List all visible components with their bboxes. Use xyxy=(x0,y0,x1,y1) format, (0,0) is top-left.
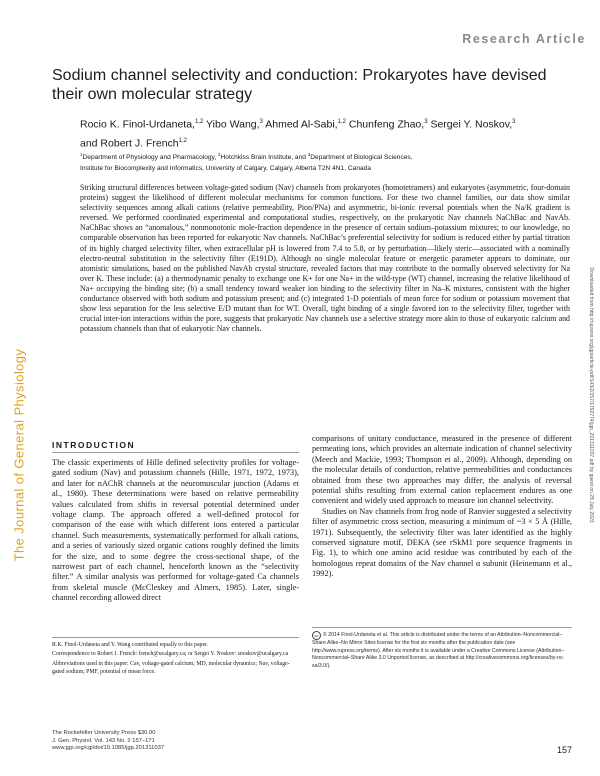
author-affil-sup: 1,2 xyxy=(337,119,346,125)
author-affil-sup: 1,2 xyxy=(194,119,204,125)
paragraph: The classic experiments of Hille defined selectivity profiles for voltage-gated sodium (Nav) and potassium channels (Hille, 1971, 1972, 1973), and later for nAChR channels at the neuromuscular junction (Adams et al., 1980). These determinations were based on relative permeability values calculated from shifts in reversal potential determined under voltage clamp. The approach offered a well-defined protocol for comparison of the ease with which different ions entered a particular channel. Such measurements, systematically performed for alkali cations, and a series of variously sized organic cations roughly defined the limits for the size, and to some degree the cross-sectional shape, of the narrowest part of each channel, henceforth known as the “selectivity filter.” A similar analysis was performed for voltage-gated Ca channels from skeletal muscle (McCleskey and Almers, 1985). Later, single-channel recording allowed direct xyxy=(52,458,299,603)
affiliation-text: Institute for Biocomplexity and Informatics, University of Calgary, Calgary, Alberta T2N 4N1, Canada xyxy=(80,164,371,172)
author-name: Yibo Wang, xyxy=(203,118,260,131)
footnote-divider xyxy=(52,637,299,638)
affil-sup: 2 xyxy=(218,152,221,157)
download-note-link[interactable]: Downloaded from http://rupress.org/jgp/article-pdf/143/2/157/1792774/jgp_201311037.pdf by guest on 28 July 2023 xyxy=(588,267,594,523)
license-text: © 2014 Finol-Urdaneta et al. This article is distributed under the terms of an Attribution–Noncommercial–Share Alike–No Mirror Sites license for the first six months after the publication date (see http://www.rupress.org/terms). After six months it is available under a Creative Commons License (Attribution–Noncommercial–Share Alike 3.0 Unported license, as described at http://creativecommons.org/licenses/by-nc-sa/3.0/). xyxy=(312,632,565,669)
footnote-correspondence: Correspondence to Robert J. French: french@ucalgary.ca; or Sergei Y. Noskov: snoskov@ucalgary.ca xyxy=(52,651,289,658)
affiliations xyxy=(80,150,580,174)
affil-sup: 3 xyxy=(307,152,311,157)
abstract: Striking structural differences between voltage-gated sodium (Nav) channels from prokaryotes (homotetramers) and eukaryotes (asymmetric, four-domain proteins) suggest the likelihood of different molecular mechanisms for common functions. For these two channel families, our data show similar selectivity sequences among alkali cations (relative permeability, Pion/PNa) and asymmetric, bi-ionic reversal potentials when the Na/K gradient is reversed. We performed coordinated experimental and computational studies, respectively, on the prokaryotic Nav channels NaChBac and NavAb. NaChBac shows an “anomalous,” nonmonotonic mole-fraction dependence in the presence of certain sodium–potassium mixtures; to our knowledge, no comparable observation has been reported for eukaryotic Nav channels. NaChBac’s preferential selectivity for sodium is reduced either by partial titration of its highly charged selectivity filter, when extracellular pH is lowered from 7.4 to 5.8, or by perturbation—likely steric—associated with a nominally electro-neutral substitution in the selectivity filter (E191D). Although no single molecular feature or energetic parameter appears to dominate, our atomistic simulations, based on the published NavAb crystal structure, revealed factors that may contribute to the normally observed selectivity for Na over K. These include: (a) a thermodynamic penalty to exchange one K+ for one Na+ in the wild-type (WT) channel, increasing the relative likelihood of Na+ occupying the binding site; (b) a small tendency toward weaker ion binding to the selectivity filter in Na–K mixtures, consistent with the higher conductance observed with both sodium and potassium present; and (c) integrated 1-D potentials of mean force for sodium or potassium movement that show less separation for the less selective E/D mutant than for WT. Overall, tight binding of a single favored ion to the selectivity filter, together with crucial inter-ion interactions within the pore, suggests that prokaryotic Nav channels use a selective strategy more akin to those of eukaryotic calcium and potassium channels than that of eukaryotic Nav channels. xyxy=(80,183,570,334)
author-affil-sup: 3 xyxy=(512,119,516,125)
author-name: Sergei Y. Noskov, xyxy=(427,118,513,131)
download-note xyxy=(584,200,598,590)
affiliation-text: Department of Physiology and Pharmacology, xyxy=(82,154,219,162)
affiliation-text: Department of Biological Sciences, xyxy=(310,154,413,162)
paragraph: Studies on Nav channels from frog node of Ranvier suggested a selectivity filter of asymmetric cross section, measuring a minimum of ~3 × 5 Å (Hille, 1971). Subsequently, the selectivity filter was later identified as the highly conserved signature motif, DEKA (see rSkM1 pore sequence fragments in Fig. 1), to which one amino acid residue was contributed by each of the homologous repeat domains of the Nav channel α subunit (Heinemann et al., 1992). xyxy=(312,506,572,579)
author-affil-sup: 1,2 xyxy=(178,137,187,144)
publisher-line: The Rockefeller University Press $30.00 xyxy=(52,730,156,736)
doi-link[interactable]: www.jgp.org/cgi/doi/10.1085/jgp.201311037 xyxy=(52,745,165,752)
affiliation-text: Hotchkiss Brain Institute, and xyxy=(220,154,308,162)
license-divider xyxy=(312,627,572,628)
page-number: 157 xyxy=(557,745,573,755)
affil-sup: 1 xyxy=(80,152,83,157)
footnotes xyxy=(52,641,299,676)
author-name: Chunfeng Zhao, xyxy=(345,118,425,131)
body-column-left xyxy=(52,458,299,604)
author-name: and Robert J. French xyxy=(80,137,179,149)
intro-divider xyxy=(52,452,299,453)
footer-citation xyxy=(52,730,272,753)
section-heading-introduction: INTRODUCTION xyxy=(52,440,136,450)
author-list xyxy=(80,114,570,151)
journal-name-spine xyxy=(6,330,32,580)
journal-name: The Journal of General Physiology xyxy=(11,348,27,562)
license-notice xyxy=(312,631,572,670)
citation-line: J. Gen. Physiol. Vol. 143 No. 2 157–171 xyxy=(52,737,155,744)
author-name: Rocio K. Finol-Urdaneta, xyxy=(80,118,195,131)
author-affil-sup: 3 xyxy=(259,119,263,125)
footnote-contrib: R.K. Finol-Urdaneta and Y. Wang contributed equally to this paper. xyxy=(52,642,209,648)
cc-icon: cc xyxy=(312,631,321,640)
article-title: Sodium channel selectivity and conduction: Prokaryotes have devised their own molecular strategy xyxy=(52,67,547,103)
section-label: Research Article xyxy=(462,32,586,46)
author-affil-sup: 3 xyxy=(424,119,428,125)
footnote-abbreviations: Abbreviations used in this paper: Cav, voltage-gated calcium; MD, molecular dynamics; Nav, voltage-gated sodium; PMF, potential of mean force. xyxy=(52,660,290,675)
body-column-right xyxy=(312,434,572,580)
author-name: Ahmed Al-Sabi, xyxy=(262,118,338,131)
paragraph: comparisons of unitary conductance, measured in the presence of different permeating ions, which provides an alternate indication of channel selectivity (Meech and Mackie, 1993; Thompson et al., 2009). Although, depending on the molecular details of conduction, relative permeabilities and conductances obtained from these two approaches may differ, the analysis of reversal potential shifts resulting from external cation replacement endures as one convenient and widely used approach to measure ion channel selectivity. xyxy=(312,434,572,506)
